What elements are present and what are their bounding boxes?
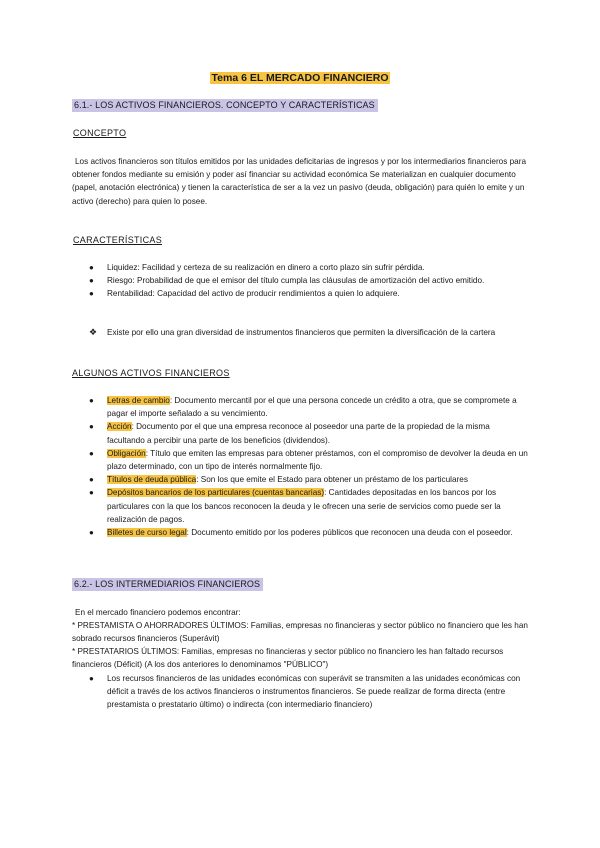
diamond-bullet-icon: ❖ [89, 327, 98, 337]
section-heading-activos: 6.1.- LOS ACTIVOS FINANCIEROS. CONCEPTO Y CARACTERÍSTICAS [72, 99, 378, 112]
list-item: ● Riesgo: Probabilidad de que el emisor del título cumpla las cláusulas de amortización del activo emitido. [72, 274, 528, 287]
algunos-activos-heading: ALGUNOS ACTIVOS FINANCIEROS [72, 368, 230, 378]
list-item: ● Obligación: Título que emiten las empresas para obtener préstamos, con el compromiso de devolver la deuda en un plazo determinado, con un tipo de interés normalmente fijo. [89, 448, 528, 472]
list-item: ● Acción: Documento por el que una empresa reconoce al poseedor una parte de la propiedad de la misma facultando a percibir una parte de los beneficios (dividendos). [89, 422, 490, 445]
caracteristicas-heading: CARACTERÍSTICAS [73, 235, 163, 245]
list-item: ● Depósitos bancarios de los particulares (cuentas bancarias): Cantidades depositadas en los bancos por los particulares con la que los bancos reconocen la deuda y le ofrecen una serie de servicios como puede ser la realización de pagos. [89, 488, 501, 524]
bullet-icon: ● [89, 674, 94, 683]
list-item: ● Liquidez: Facilidad y certeza de su realización en dinero a corto plazo sin sufrir pérdida. [72, 261, 528, 274]
list-item: ● Títulos de deuda pública: Son los que emite el Estado para obtener un préstamo de los particulares [72, 473, 528, 486]
bullet-icon: ● [89, 263, 94, 272]
caracteristicas-list [72, 261, 528, 301]
list-item: ● Rentabilidad: Capacidad del activo de producir rendimientos a quien lo adquiere. [72, 287, 528, 300]
bullet-icon: ● [89, 448, 94, 458]
bullet-icon: ● [89, 528, 94, 538]
list-item: ❖ Existe por ello una gran diversidad de instrumentos financieros que permiten la diversificación de la cartera [72, 326, 528, 339]
concepto-heading: CONCEPTO [73, 128, 127, 138]
title-text: Tema 6 EL MERCADO FINANCIERO [211, 72, 389, 84]
prestatarios-line: * PRESTATARIOS ÚLTIMOS: Familias, empresas no financieras y sector público no financiero les han faltado recursos financieros (Déficit) (A los dos anteriores lo denominamos "PÚBLICO") [72, 647, 504, 670]
bullet-icon: ● [89, 475, 94, 485]
activos-list [72, 394, 528, 539]
bullet-icon: ● [89, 289, 94, 299]
bullet-icon: ● [89, 488, 94, 498]
list-item: ● Letras de cambio: Documento mercantil por el que una persona concede un crédito a otra, que se compromete a pagar el importe señalado a su vencimiento. [89, 396, 517, 419]
bullet-icon: ● [89, 276, 94, 286]
bullet-icon: ● [89, 422, 94, 432]
page-title [0, 71, 600, 85]
section-heading-intermediarios: 6.2.- LOS INTERMEDIARIOS FINANCIEROS [72, 578, 263, 591]
list-item: ● Billetes de curso legal: Documento emitido por los poderes públicos que reconocen una deuda con el poseedor. [72, 526, 528, 539]
bullet-icon: ● [89, 396, 94, 405]
prestamistas-line: * PRESTAMISTA O AHORRADORES ÚLTIMOS: Familias, empresas no financieras y sector público no financiero que les han sobrado recursos financieros (Superávit) [72, 621, 528, 644]
diversidad-note [72, 326, 528, 339]
list-item: ● Los recursos financieros de las unidades económicas con superávit se transmiten a las unidades económicas con déficit a través de los activos financieros o instrumentos financieros. Se puede realizar de forma directa (entre prestamista o prestatario último) o indirecta (con intermediario financiero) [89, 674, 521, 710]
intermediarios-list [72, 672, 528, 712]
intermediarios-intro: En el mercado financiero podemos encontrar: [75, 608, 241, 617]
concepto-paragraph: Los activos financieros son títulos emitidos por las unidades deficitarias de ingresos y por los intermediarios financieros para obtener fondos mediante su emisión y poder así financiar su actividad económica Se materializan en cualquier documento (papel, anotación electrónica) y tienen la característica de ser a la vez un pasivo (deuda, obligación) para quién lo emite y un activo (derecho) para quien lo posee. [72, 157, 526, 206]
